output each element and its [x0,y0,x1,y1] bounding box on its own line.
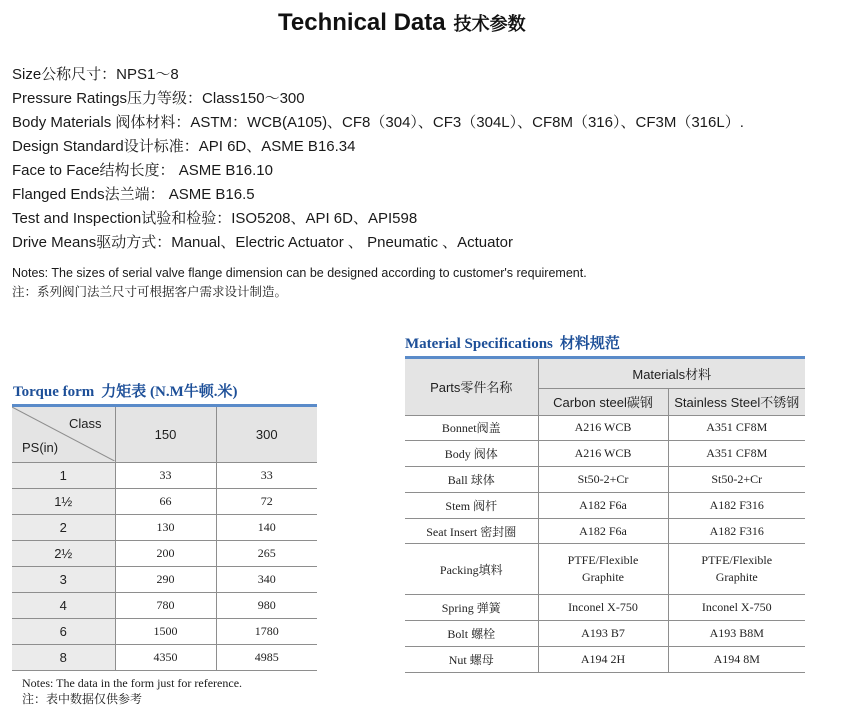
torque-heading-en: Torque form [13,384,95,400]
torque-row [12,540,317,566]
carbon-material-cell [538,621,668,647]
stainless-material-value: A351 CF8M [706,420,768,435]
material-header-row [405,359,805,388]
torque-row [12,592,317,618]
stainless-material-value: Inconel X-750 [701,600,772,615]
torque-row [12,514,317,540]
spec-body-materials: Body Materials 阀体材料：ASTM：WCB(A105)、CF8（304）、CF3（304L）、CF8M（316）、CF3M（316L）. [12,114,744,131]
material-row [405,544,805,595]
stainless-material-cell [668,467,805,493]
stainless-material-cell [668,544,805,595]
class-150-header: 150 [115,407,216,462]
part-name-cell: Nut 螺母 [405,647,538,673]
material-table-body [405,415,805,672]
torque-class-150-cell: 200 [115,540,216,566]
carbon-steel-header: Carbon steel碳钢 [538,388,668,415]
material-row [405,415,805,441]
material-row [405,441,805,467]
materials-header: Materials材料 [538,359,805,388]
diagonal-header [12,407,115,461]
parts-header: Parts零件名称 [405,359,538,415]
torque-class-150-cell: 66 [115,488,216,514]
carbon-material-cell [538,467,668,493]
class-300-header: 300 [216,407,317,462]
carbon-material-value: Inconel X-750 [568,600,638,615]
torque-heading-zh: 力矩表 (N.M牛顿.米) [101,384,238,400]
stainless-material-cell [668,415,805,441]
stainless-material-cell [668,518,805,544]
stainless-material-value: PTFE/Flexible Graphite [701,553,773,585]
torque-class-300-cell: 72 [216,488,317,514]
torque-class-150-cell: 130 [115,514,216,540]
part-name-cell: Bolt 螺栓 [405,621,538,647]
carbon-material-value: A216 WCB [574,420,632,435]
part-name-cell: Body 阀体 [405,441,538,467]
torque-row [12,644,317,670]
carbon-material-value: A194 2H [580,651,626,666]
part-name-cell: Seat Insert 密封圈 [405,518,538,544]
stainless-material-value: A193 B8M [709,626,764,641]
material-row [405,492,805,518]
spec-test-inspection: Test and Inspection试验和检验：ISO5208、API 6D、API598 [12,210,418,227]
torque-row [12,488,317,514]
stainless-material-cell [668,492,805,518]
torque-class-150-cell: 290 [115,566,216,592]
carbon-material-cell [538,595,668,621]
torque-class-300-cell: 33 [216,462,317,488]
stainless-material-value: St50-2+Cr [711,471,763,486]
torque-table-body [12,462,317,670]
stainless-steel-header: Stainless Steel不锈钢 [668,388,805,415]
torque-class-300-cell: 140 [216,514,317,540]
stainless-material-value: A351 CF8M [706,446,768,461]
torque-header-row [12,407,317,462]
torque-row [12,462,317,488]
spec-pressure-ratings: Pressure Ratings压力等级：Class150～300 [12,90,305,107]
material-row [405,467,805,493]
part-name-cell: Bonnet阀盖 [405,415,538,441]
torque-row [12,618,317,644]
part-name-cell: Ball 球体 [405,467,538,493]
material-spec-table [405,359,805,673]
torque-class-300-cell: 4985 [216,644,317,670]
material-row [405,647,805,673]
stainless-material-value: A182 F316 [709,497,764,512]
material-spec-heading [405,335,620,353]
spec-notes [12,264,587,302]
stainless-material-value: A182 F316 [709,523,764,538]
spec-size: Size公称尺寸：NPS1～8 [12,66,179,83]
torque-ps-cell: 1 [12,462,115,488]
spec-flanged-ends: Flanged Ends法兰端： ASME B16.5 [12,186,255,203]
carbon-material-cell [538,544,668,595]
material-spec-heading-en: Material Specifications [405,336,553,352]
spec-notes-en: Notes: The sizes of serial valve flange dimension can be designed according to customer's requirement. [12,266,587,280]
spec-drive-means: Drive Means驱动方式：Manual、Electric Actuator 、 Pneumatic 、Actuator [12,234,513,251]
torque-class-300-cell: 340 [216,566,317,592]
carbon-material-value: A182 F6a [579,523,627,538]
stainless-material-cell [668,595,805,621]
ps-label: PS(in) [22,440,59,456]
stainless-material-cell [668,441,805,467]
torque-notes-zh: 注：表中数据仅供参考 [22,692,143,706]
torque-ps-cell: 4 [12,592,115,618]
torque-table [12,407,317,671]
torque-class-300-cell: 265 [216,540,317,566]
torque-class-150-cell: 4350 [115,644,216,670]
material-row [405,621,805,647]
torque-class-150-cell: 1500 [115,618,216,644]
torque-notes-en: Notes: The data in the form just for reference. [22,676,243,690]
torque-ps-cell: 8 [12,644,115,670]
spec-face-to-face: Face to Face结构长度： ASME B16.10 [12,162,273,179]
part-name-cell: Spring 弹簧 [405,595,538,621]
torque-class-150-cell: 780 [115,592,216,618]
carbon-material-value: A182 F6a [579,497,627,512]
torque-ps-cell: 1½ [12,488,115,514]
stainless-material-cell [668,647,805,673]
spec-notes-zh: 注：系列阀门法兰尺寸可根据客户需求设计制造。 [12,285,288,299]
page-title-en: Technical Data [278,9,446,36]
material-spec-heading-zh: 材料规范 [559,336,620,352]
spec-list [12,63,744,255]
torque-heading [13,383,238,401]
carbon-material-cell [538,415,668,441]
torque-class-150-cell: 33 [115,462,216,488]
torque-ps-cell: 2½ [12,540,115,566]
material-row [405,518,805,544]
stainless-material-cell [668,621,805,647]
stainless-material-value: A194 8M [713,651,760,666]
class-label: Class [68,416,102,432]
carbon-material-cell [538,492,668,518]
carbon-material-cell [538,647,668,673]
torque-class-300-cell: 1780 [216,618,317,644]
torque-row [12,566,317,592]
class-ps-header-cell [12,407,115,462]
carbon-material-value: A216 WCB [574,446,632,461]
page-title-zh: 技术参数 [453,14,526,34]
part-name-cell: Packing填料 [405,544,538,595]
spec-design-standard: Design Standard设计标准：API 6D、ASME B16.34 [12,138,356,155]
carbon-material-value: PTFE/Flexible Graphite [567,553,639,585]
carbon-material-value: St50-2+Cr [577,471,629,486]
part-name-cell: Stem 阀杆 [405,492,538,518]
torque-ps-cell: 2 [12,514,115,540]
torque-ps-cell: 3 [12,566,115,592]
torque-class-300-cell: 980 [216,592,317,618]
carbon-material-value: A193 B7 [581,626,625,641]
torque-notes [22,675,242,707]
torque-ps-cell: 6 [12,618,115,644]
material-row [405,595,805,621]
carbon-material-cell [538,518,668,544]
page-title [278,8,526,38]
carbon-material-cell [538,441,668,467]
